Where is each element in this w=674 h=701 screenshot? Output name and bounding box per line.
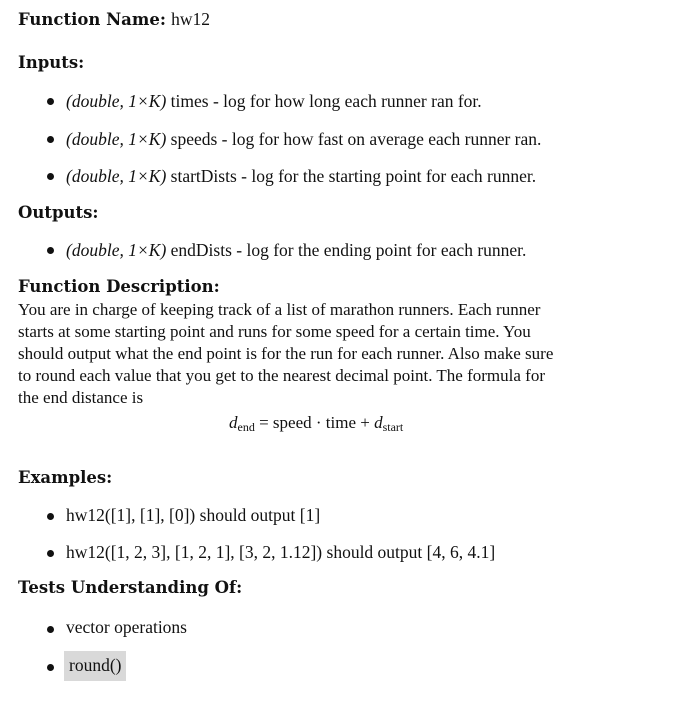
test-item: vector operations: [66, 617, 187, 637]
description-line: You are in charge of keeping track of a list of marathon runners. Each runner: [18, 300, 541, 319]
function-name-line: [18, 8, 210, 32]
input-type: (double, 1×K): [66, 166, 167, 186]
bullet-icon: [47, 626, 54, 633]
bullet-icon: [47, 513, 54, 520]
output-item: [66, 239, 526, 263]
description-line: starts at some starting point and runs for some speed for a certain time. You: [18, 322, 531, 341]
input-item: [66, 90, 482, 114]
bullet-icon: [47, 173, 54, 180]
input-type: (double, 1×K): [66, 91, 167, 111]
input-desc: times - log for how long each runner ran for.: [170, 91, 482, 111]
description-heading: Function Description:: [18, 277, 220, 296]
tests-heading: Tests Understanding Of:: [18, 578, 243, 597]
output-type: (double, 1×K): [66, 240, 167, 260]
example-item: hw12([1], [1], [0]) should output [1]: [66, 505, 321, 525]
output-desc: endDists - log for the ending point for each runner.: [170, 240, 527, 260]
function-name-value: hw12: [171, 9, 211, 29]
bullet-icon: [47, 664, 54, 671]
end-distance-formula: $d_{end}$ = speed · time + $d_{start}$: [229, 413, 404, 434]
bullet-icon: [47, 136, 54, 143]
function-name-label: Function Name:: [18, 10, 166, 29]
bullet-icon: [47, 98, 54, 105]
bullet-icon: [47, 550, 54, 557]
examples-heading: Examples:: [18, 468, 113, 487]
input-item: [66, 128, 541, 152]
description-line: to round each value that you get to the nearest decimal point. The formula for: [18, 366, 545, 385]
input-type: (double, 1×K): [66, 129, 167, 149]
test-item-highlighted: round(): [64, 651, 126, 681]
inputs-heading: Inputs:: [18, 53, 85, 72]
input-item: [66, 165, 536, 189]
bullet-icon: [47, 247, 54, 254]
example-item: hw12([1, 2, 3], [1, 2, 1], [3, 2, 1.12]) should output [4, 6, 4.1]: [66, 542, 496, 562]
input-desc: speeds - log for how fast on average each runner ran.: [170, 129, 542, 149]
description-line: the end distance is: [18, 388, 144, 407]
input-desc: startDists - log for the starting point for each runner.: [170, 166, 537, 186]
description-line: should output what the end point is for the run for each runner. Also make sure: [18, 344, 554, 363]
outputs-heading: Outputs:: [18, 203, 99, 222]
